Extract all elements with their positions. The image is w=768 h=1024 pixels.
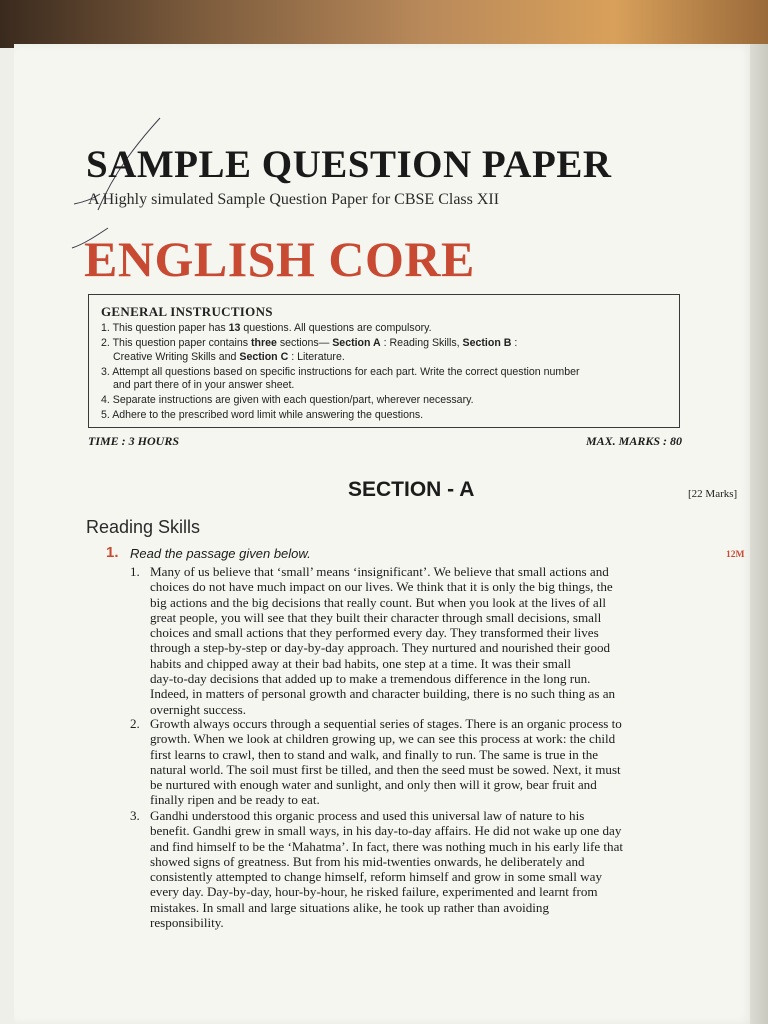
passage-line: responsibility.	[150, 915, 224, 931]
paragraph-number: 2.	[130, 716, 140, 731]
page-subtitle: A Highly simulated Sample Question Paper for CBSE Class XII	[88, 191, 500, 208]
passage-line: through a step-by-step or day-by-day approach. They nurtured and nourished their good	[150, 640, 611, 656]
section-subtitle: Reading Skills	[86, 517, 201, 537]
background-surface	[0, 0, 768, 48]
instruction-item: 3. Attempt all questions based on specific instructions for each part. Write the correct question number and part there of in your answer sheet.	[101, 365, 580, 392]
passage-line: Gandhi understood this organic process and used this universal law of nature to his	[150, 808, 585, 823]
question-marks: 12M	[726, 550, 745, 560]
section-title: SECTION - A	[348, 478, 475, 501]
passage-line: and find himself to be the ‘Mahatma’. In fact, there was nothing much in his early life that	[150, 838, 624, 854]
passage-paragraph	[130, 716, 750, 808]
passage-line: Many of us believe that ‘small’ means ‘insignificant’. We believe that small actions and	[150, 564, 609, 579]
instruction-item: 5. Adhere to the prescribed word limit while answering the questions.	[101, 409, 424, 422]
general-instructions-box	[88, 294, 680, 428]
paragraph-number: 3.	[130, 808, 140, 823]
passage-line: overnight success.	[150, 701, 246, 717]
passage-paragraph	[130, 808, 750, 930]
paragraph-number: 1.	[130, 564, 140, 579]
passage-line: consistently attempted to change himself, reform himself and grow in some small way	[150, 869, 602, 885]
passage-line: day-to-day decisions that added up to make a tremendous difference in the long run.	[150, 671, 591, 687]
page-edge	[750, 44, 768, 1024]
instruction-item: 4. Separate instructions are given with each question/part, wherever necessary.	[101, 394, 474, 407]
subject-title: ENGLISH CORE	[84, 231, 475, 287]
passage-line: every day. Day-by-day, hour-by-hour, he risked failure, experimented and learnt from	[150, 884, 598, 900]
passage-line: big actions and the big decisions that really count. But when you look at the lives of all	[150, 594, 607, 610]
exam-time: TIME : 3 HOURS	[88, 434, 180, 448]
passage-line: Indeed, in matters of personal growth and character building, there is no such thing as an	[150, 686, 616, 702]
passage-line: finally ripen and be ready to eat.	[150, 792, 320, 808]
instructions-heading: GENERAL INSTRUCTIONS	[101, 304, 273, 319]
passage-line: choices do not have much impact on our lives. We think that it is only the big things, the	[150, 579, 613, 595]
question-prompt: Read the passage given below.	[130, 546, 311, 561]
passage-line: habits and chipped away at their bad habits, one step at a time. It was their small	[150, 655, 572, 671]
question-number: 1.	[106, 544, 119, 561]
passage-paragraph	[130, 564, 750, 717]
passage-line: be nurtured with enough water and sunlight, and only then will it grow, bear fruit and	[150, 777, 597, 793]
passage-line: Growth always occurs through a sequential series of stages. There is an organic process to	[150, 716, 622, 731]
passage-line: growth. When we look at children growing up, we can see this process at work: the child	[150, 731, 616, 747]
passage-line: showed signs of greatness. But from his mid-twenties onwards, he deliberately and	[150, 853, 585, 869]
instruction-item: 2. This question paper contains three sections— Section A : Reading Skills, Section B : Creative Writing Skills and Section C : Literature.	[101, 337, 518, 363]
passage-line: choices and small actions that they performed every day. They transformed their lives	[150, 625, 599, 641]
page-title: SAMPLE QUESTION PAPER	[86, 143, 612, 186]
passage-line: great people, you will see that they built their character through small decisions, small	[150, 609, 602, 625]
passage-line: natural world. The soil must first be tilled, and then the seed must be sowed. Next, it must	[150, 761, 621, 777]
max-marks: MAX. MARKS : 80	[585, 434, 682, 448]
section-marks: [22 Marks]	[688, 488, 738, 500]
passage-line: mistakes. In small and large situations alike, he took up rather than avoiding	[150, 899, 550, 915]
passage-line: benefit. Gandhi grew in small ways, in his day-to-day affairs. He did not wake up one day	[150, 823, 622, 839]
instruction-item: 1. This question paper has 13 questions. All questions are compulsory.	[101, 322, 432, 335]
passage-line: first learns to crawl, then to stand and walk, and finally to run. The same is true in the	[150, 746, 599, 762]
instructions-list	[101, 322, 669, 422]
